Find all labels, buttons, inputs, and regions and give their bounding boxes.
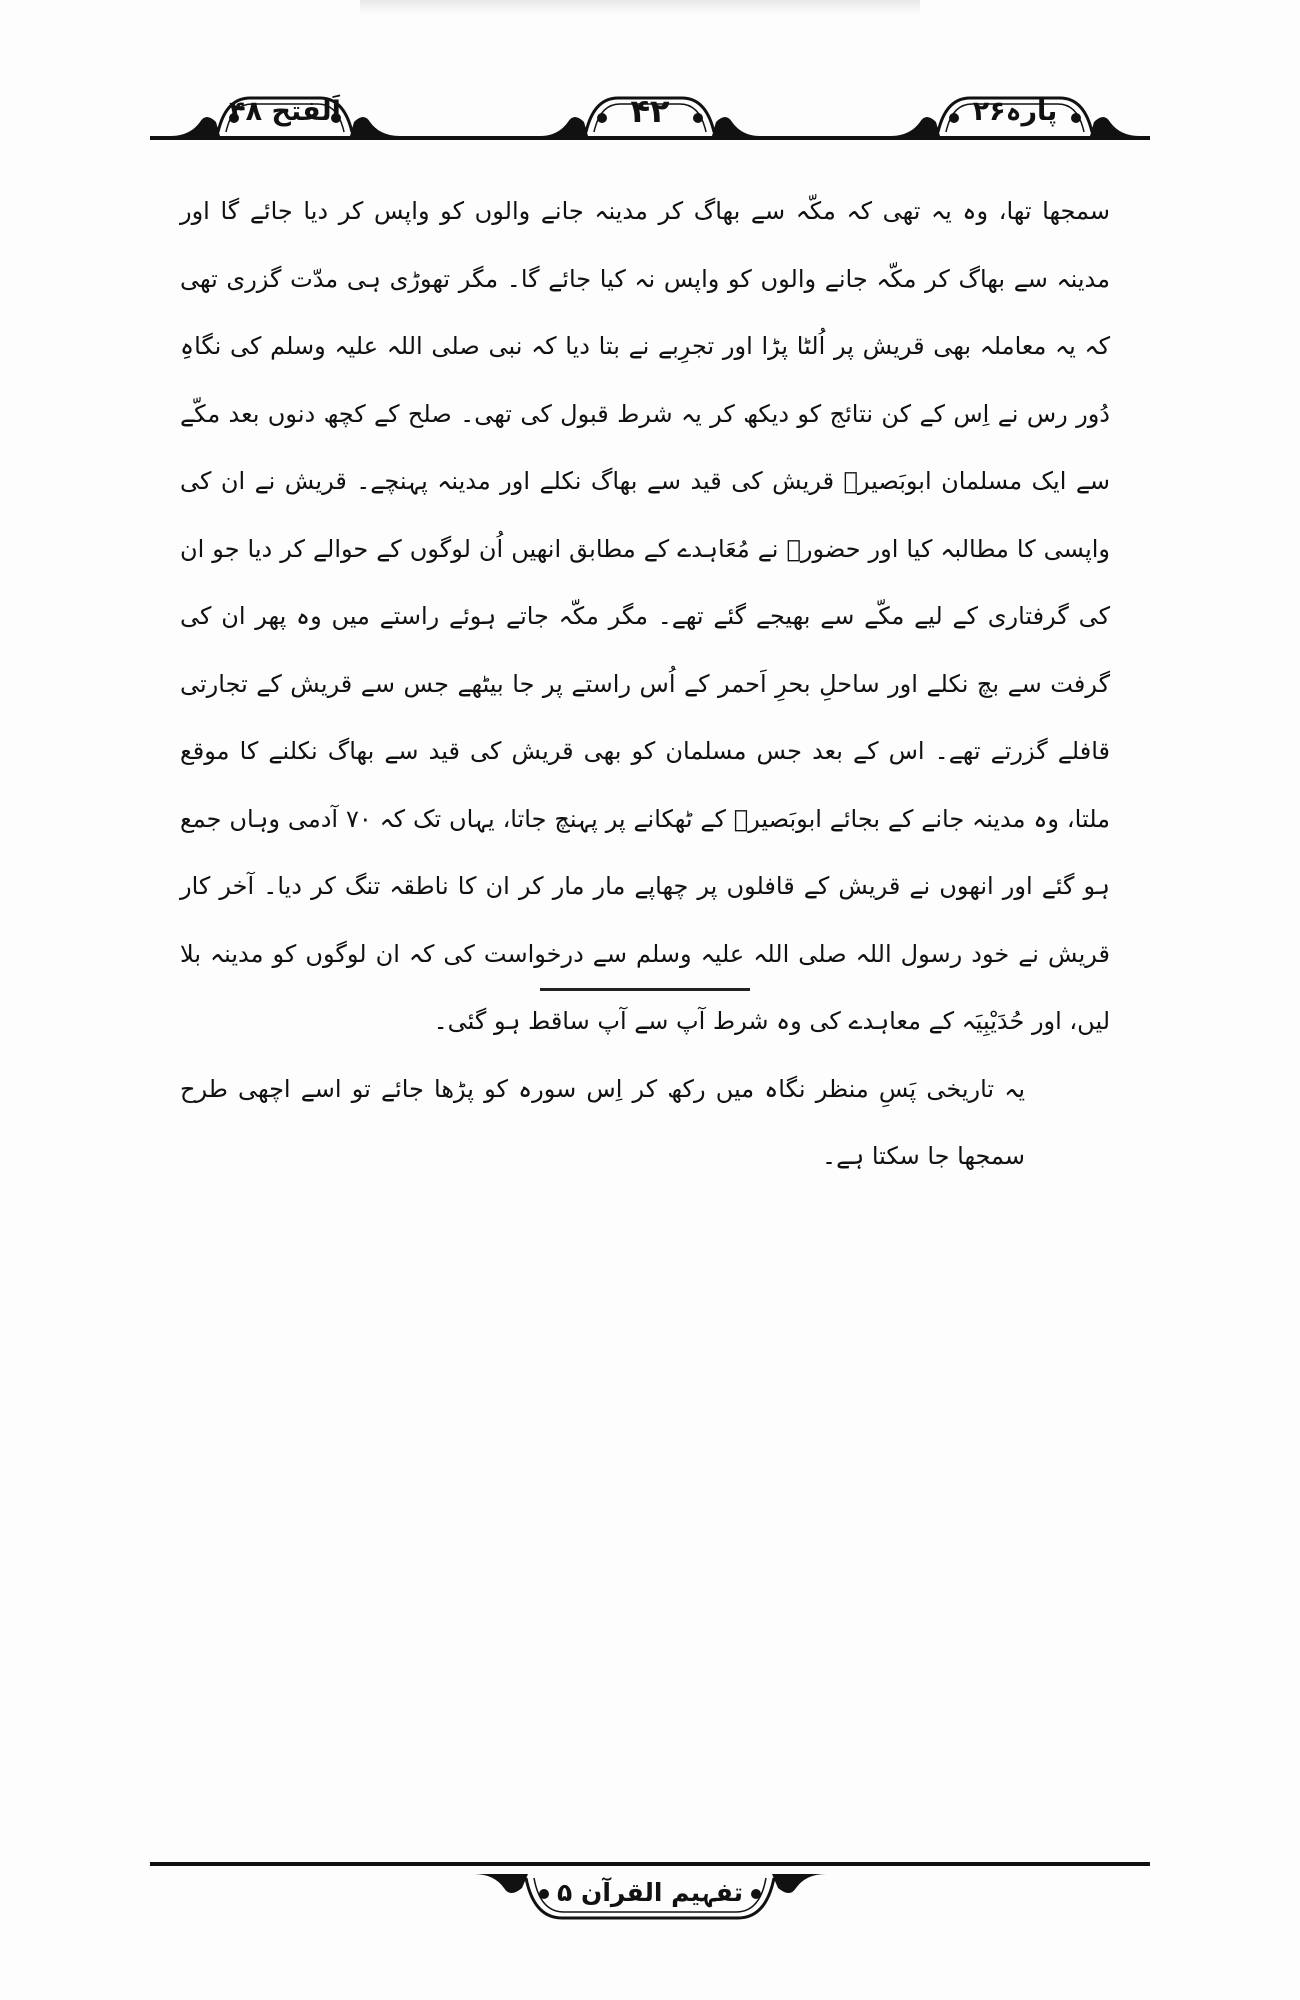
surah-cartouche [170,92,400,140]
footer-emblem [470,1866,830,1926]
surah-label: اَلفتح ۴۸ [229,96,341,127]
page-number-cartouche [540,92,760,140]
closing-paragraph: یہ تاریخی پَسِ منظر نگاہ میں رکھ کر اِس سورہ کو پڑھا جائے تو اسے اچھی طرح سمجھا جا سکتا ہے۔ [180,1074,1025,1170]
book-series-label: تفہیم القرآن ۵ [557,1878,743,1907]
scan-shadow [360,0,920,14]
page-number: ۴۲ [630,92,670,130]
page-header [150,92,1150,142]
para-label: پارہ۲۶ [972,96,1058,127]
section-end-rule [540,988,750,991]
page-body [180,178,1110,1191]
para-cartouche [890,92,1140,140]
body-paragraph: سمجھا تھا، وہ یہ تھی کہ مکّہ سے بھاگ کر مدینہ جانے والوں کو واپس کر دیا جائے گا اور مدینہ سے بھاگ کر مکّہ جانے والوں کو واپس نہ کیا جائے گا۔ مگر تھوڑی ہی مدّت گزری تھی کہ یہ معاملہ بھی قریش پر اُلٹا پڑا اور تجرِبے نے بتا دیا کہ نبی صلی اللہ علیہ وسلم کی نگاہِ دُور رس نے اِس کے کن نتائج کو دیکھ کر یہ شرط قبول کی تھی۔ صلح کے کچھ دنوں بعد مکّے سے ایک مسلمان ابوبَصیرؓ قریش کی قید سے بھاگ نکلے اور مدینہ پہنچے۔ قریش نے ان کی واپسی کا مطالبہ کیا اور حضورؐ نے مُعَاہدے کے مطابق انھیں اُن لوگوں کے حوالے کر دیا جو ان کی گرفتاری کے لیے مکّے سے بھیجے گئے تھے۔ مگر مکّہ جاتے ہوئے راستے میں وہ پھر ان کی گرفت سے بچ نکلے اور ساحلِ بحرِ اَحمر کے اُس راستے پر جا بیٹھے جس سے قریش کے تجارتی قافلے گزرتے تھے۔ اس کے بعد جس مسلمان کو بھی قریش کی قید سے بھاگ نکلنے کا موقع ملتا، وہ مدینہ جانے کے بجائے ابوبَصیرؓ کے ٹھکانے پر پہنچ جاتا، یہاں تک کہ ۷۰ آدمی وہاں جمع ہو گئے اور انھوں نے قریش کے قافلوں پر چھاپے مار مار کر ان کا ناطقہ تنگ کر دیا۔ آخر کار قریش نے خود رسول اللہ صلی اللہ علیہ وسلم سے درخواست کی کہ ان لوگوں کو مدینہ بلا لیں، اور حُدَیْبِیَہ کے معاہدے کی وہ شرط آپ سے آپ ساقط ہو گئی۔ [180,197,1110,1035]
